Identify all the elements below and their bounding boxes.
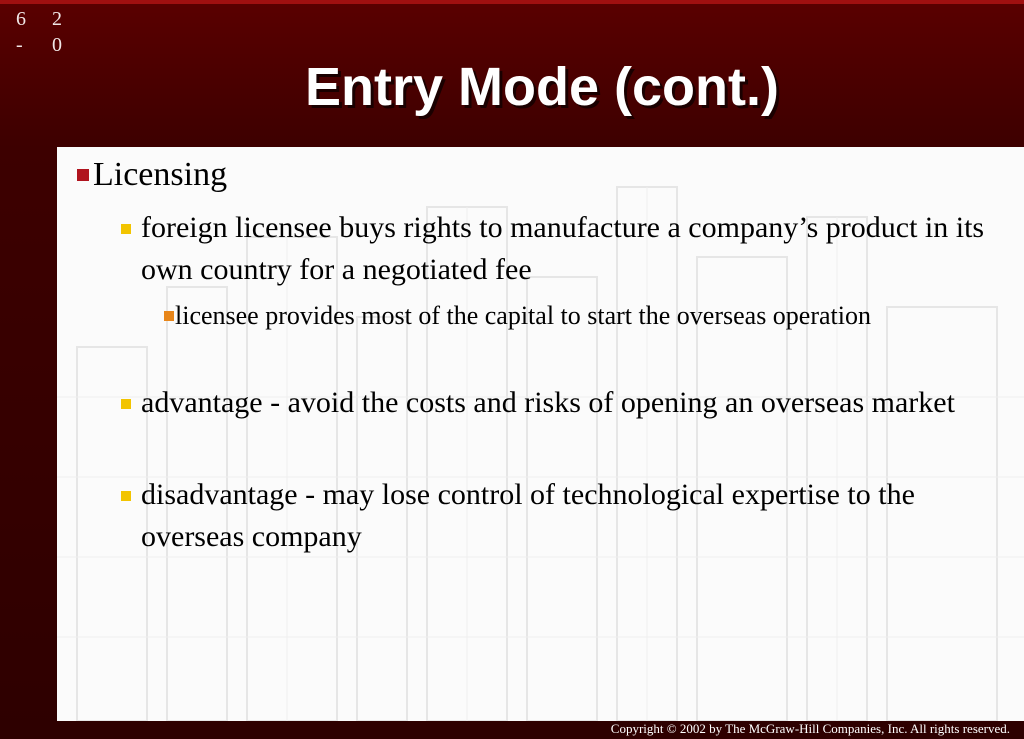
bullet-text: disadvantage - may lose control of technological expertise to the overseas company [141,478,915,553]
bullet-square-icon [77,169,89,181]
bullet-level2-item [141,382,1001,424]
bullet-level3-item [175,297,935,335]
bullet-text: foreign licensee buys rights to manufacture a company’s product in its own country for a negotiated fee [141,211,985,286]
copyright-footer: Copyright © 2002 by The McGraw-Hill Companies, Inc. All rights reserved. [610,721,1010,736]
slide-number-digit: 6 [16,8,26,30]
bullet-text: licensee provides most of the capital to start the overseas operation [175,301,871,330]
bullet-text: advantage - avoid the costs and risks of opening an overseas market [141,386,955,419]
slide-number-digit: 2 [52,8,62,30]
top-accent-line [0,0,1024,4]
bullet-square-icon [121,491,131,501]
bullet-level2-item [141,207,1001,291]
bullet-square-icon [164,311,174,321]
slide-title: Entry Mode (cont.) [305,57,779,117]
bullet-text: Licensing [93,156,228,193]
bullet-list [57,147,1024,721]
slide-number-digit: - [16,34,23,56]
bullet-level2-item [141,474,1001,558]
bullet-square-icon [121,399,131,409]
bullet-level1-item [77,155,227,195]
slide-number-digit: 0 [52,34,62,56]
bullet-square-icon [121,224,131,234]
content-panel [57,147,1024,721]
